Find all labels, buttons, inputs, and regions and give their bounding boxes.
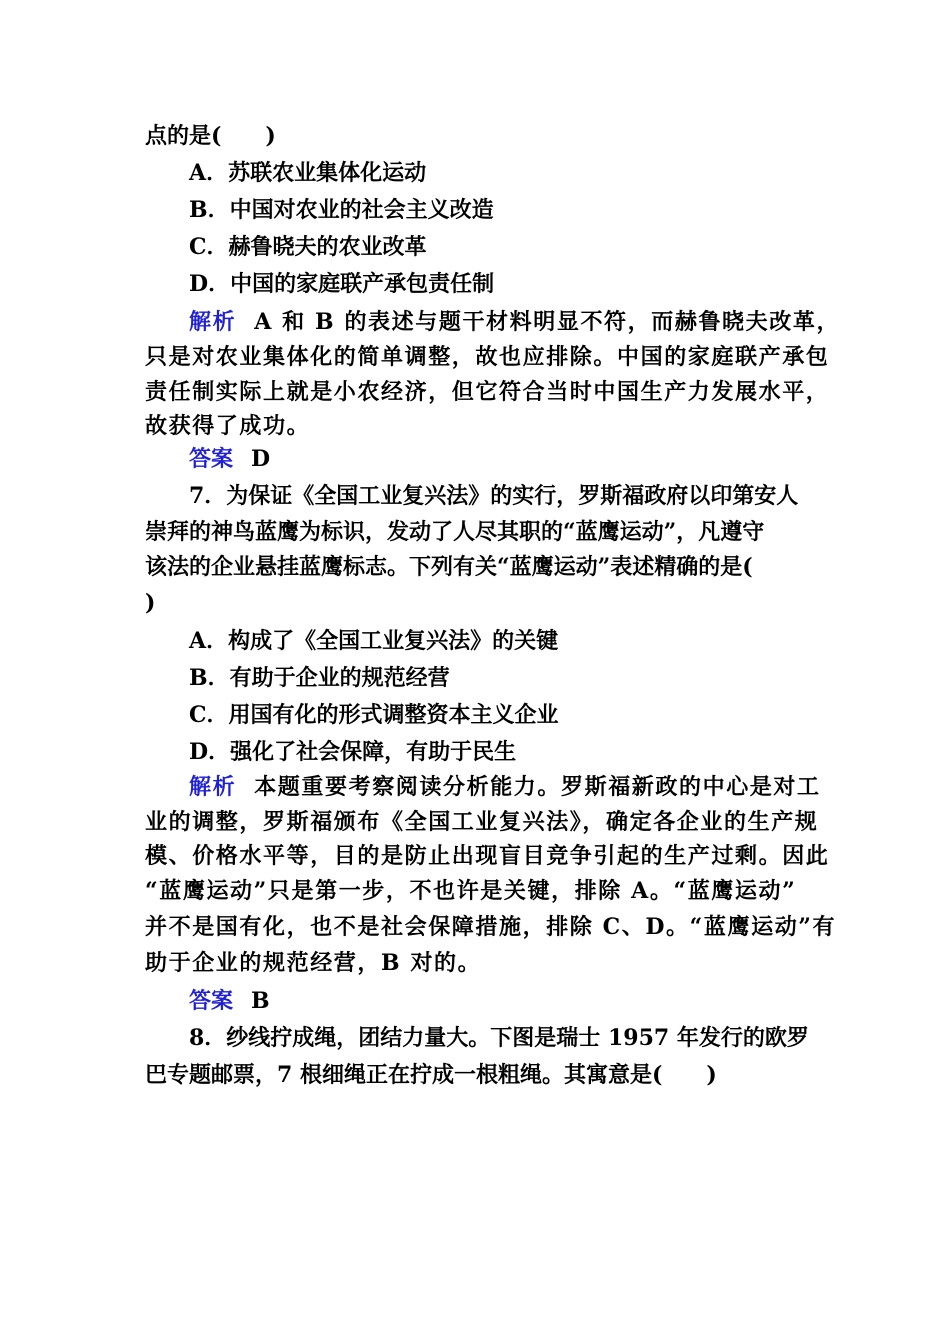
q6-analysis-first-line [189, 307, 840, 337]
q7-option-b: B．有助于企业的规范经营 [189, 665, 450, 691]
q7-analysis-line: 助于企业的规范经营，B 对的。 [145, 950, 482, 976]
q7-answer-label: 答案 [189, 988, 234, 1014]
q6-analysis-text: A 和 B 的表述与题干材料明显不符，而赫鲁晓夫改革， [254, 309, 841, 335]
q7-analysis-line: “蓝鹰运动”只是第一步，不也许是关键，排除 A。“蓝鹰运动” [145, 878, 797, 904]
q8-stem-line: 巴专题邮票，7 根细绳正在拧成一根粗绳。其寓意是( ) [145, 1062, 717, 1088]
q6-analysis-line: 责任制实际上就是小农经济，但它符合当时中国生产力发展水平， [145, 379, 830, 405]
q6-option-a: A．苏联农业集体化运动 [189, 160, 427, 186]
q6-stem-tail: 点的是( ) [145, 123, 276, 149]
q6-analysis-line: 故获得了成功。 [145, 413, 311, 439]
q7-answer [189, 986, 270, 1016]
q6-analysis-line: 只是对农业集体化的简单调整，故也应排除。中国的家庭联产承包 [145, 344, 830, 370]
q6-analysis-label: 解析 [189, 309, 237, 335]
q6-answer-label: 答案 [189, 446, 234, 472]
q6-option-b: B．中国对农业的社会主义改造 [189, 197, 494, 223]
q8-stem-line: 8．纱线拧成绳，团结力量大。下图是瑞士 1957 年发行的欧罗 [189, 1025, 809, 1051]
q6-option-d: D．中国的家庭联产承包责任制 [189, 271, 495, 297]
q7-option-c: C．用国有化的形式调整资本主义企业 [189, 702, 559, 728]
q7-analysis-label: 解析 [189, 774, 237, 800]
q7-stem-line: 崇拜的神鸟蓝鹰为标识，发动了人尽其职的“蓝鹰运动”，凡遵守 [145, 519, 765, 545]
q7-analysis-line: 并不是国有化，也不是社会保障措施，排除 C、D。“蓝鹰运动”有 [145, 914, 837, 940]
q7-option-a: A．构成了《全国工业复兴法》的关键 [189, 628, 559, 654]
q7-analysis-line: 业的调整，罗斯福颁布《全国工业复兴法》，确定各企业的生产规 [145, 809, 819, 835]
q7-analysis-text: 本题重要考察阅读分析能力。罗斯福新政的中心是对工 [254, 774, 821, 800]
q7-option-d: D．强化了社会保障，有助于民生 [189, 739, 517, 765]
q6-answer-value: D [251, 446, 271, 472]
q6-option-c: C．赫鲁晓夫的农业改革 [189, 234, 427, 260]
q6-answer [189, 444, 270, 474]
q7-stem-line: 该法的企业悬挂蓝鹰标志。下列有关“蓝鹰运动”表述精确的是( [145, 554, 753, 580]
q7-analysis-first-line [189, 772, 821, 802]
q7-stem-line: ) [145, 590, 156, 616]
q7-stem-line: 7．为保证《全国工业复兴法》的实行，罗斯福政府以印第安人 [189, 483, 799, 509]
q7-answer-value: B [251, 988, 270, 1014]
q7-analysis-line: 模、价格水平等，目的是防止出现盲目竞争引起的生产过剩。因此 [145, 843, 830, 869]
